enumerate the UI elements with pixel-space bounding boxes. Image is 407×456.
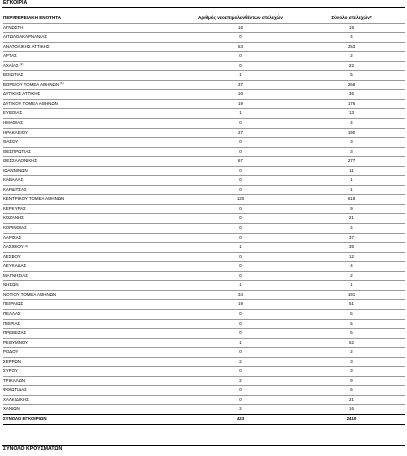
total-strains-cell: 4 xyxy=(298,119,405,129)
table-row xyxy=(3,271,405,281)
region-name: ΤΡΙΚΑΛΩΝ xyxy=(3,377,26,383)
new-strains-cell: 1 xyxy=(183,281,298,291)
new-strains-cell: 0 xyxy=(183,233,298,243)
region-name: ΡΟΔΟΥ xyxy=(3,349,19,355)
new-strains-cell: 0 xyxy=(183,367,298,377)
region-name: ΑΡΤΑΣ xyxy=(3,53,17,59)
table-row xyxy=(3,224,405,234)
table-row xyxy=(3,252,405,262)
total-strains-cell: 191 xyxy=(298,290,405,300)
new-strains-cell: 0 xyxy=(183,138,298,148)
total-strains-cell: 253 xyxy=(298,42,405,52)
region-name-cell xyxy=(3,405,183,415)
total-strains-cell: 3 xyxy=(298,357,405,367)
total-strains-cell: 35 xyxy=(298,90,405,100)
region-name-cell xyxy=(3,33,183,43)
region-name: ΛΕΣΒΟΥ xyxy=(3,253,21,259)
region-name-cell xyxy=(3,166,183,176)
footnote-marker: (1) xyxy=(24,243,29,248)
region-name: ΒΟΡΕΙΟΥ ΤΟΜΕΑ ΑΘΗΝΩΝ xyxy=(3,81,59,87)
table-row xyxy=(3,195,405,205)
region-name-cell xyxy=(3,157,183,167)
table-row xyxy=(3,281,405,291)
table-row xyxy=(3,319,405,329)
table-row xyxy=(3,138,405,148)
new-strains-cell: 0 xyxy=(183,214,298,224)
new-strains-cell: 0 xyxy=(183,52,298,62)
total-strains-cell: 5 xyxy=(298,319,405,329)
region-name-cell xyxy=(3,71,183,81)
total-strains-cell: 3 xyxy=(298,138,405,148)
total-strains-cell: 2 xyxy=(298,348,405,358)
total-strains-cell: 618 xyxy=(298,195,405,205)
region-name: ΚΑΡΔΙΤΣΑΣ xyxy=(3,186,27,192)
table-row xyxy=(3,290,405,300)
region-name: ΑΝΑΤΟΛΙΚΗΣ ΑΤΤΙΚΗΣ xyxy=(3,43,50,49)
total-strains-cell: 1 xyxy=(298,281,405,291)
table-row xyxy=(3,80,405,90)
total-strains-cell: 2 xyxy=(298,271,405,281)
total-strains-cell: 2 xyxy=(298,52,405,62)
new-strains-cell: 0 xyxy=(183,119,298,129)
table-row xyxy=(3,204,405,214)
total-strains-cell: 16 xyxy=(298,405,405,415)
header-new-strains: Αριθμός νεοεπιμολυνθέντων στελεχών xyxy=(198,15,283,20)
region-name-cell xyxy=(3,367,183,377)
region-name: ΔΥΤΙΚΟΥ ΤΟΜΕΑ ΑΘΗΝΩΝ xyxy=(3,100,58,106)
region-name: ΣΕΡΡΩΝ xyxy=(3,358,21,364)
table-row xyxy=(3,23,405,33)
region-name: ΜΑΓΝΗΣΙΑΣ xyxy=(3,272,28,278)
new-strains-cell: 0 xyxy=(183,309,298,319)
new-strains-cell: 1 xyxy=(183,243,298,253)
region-name: ΦΘΙΩΤΙΔΑΣ xyxy=(3,387,27,393)
region-name: ΛΑΣΙΘΙΟΥ xyxy=(3,244,24,250)
table-row xyxy=(3,357,405,367)
total-strains-cell: 3 xyxy=(298,147,405,157)
region-name-cell xyxy=(3,357,183,367)
region-name-cell xyxy=(3,90,183,100)
region-name: ΙΩΑΝΝΙΝΩΝ xyxy=(3,167,28,173)
region-name-cell xyxy=(3,348,183,358)
total-sum-cell: 2410 xyxy=(298,414,405,424)
total-strains-cell: 4 xyxy=(298,33,405,43)
total-strains-cell: 9 xyxy=(298,204,405,214)
region-name: ΒΟΙΩΤΙΑΣ xyxy=(3,72,24,78)
table-row xyxy=(3,166,405,176)
new-strains-cell: 2 xyxy=(183,405,298,415)
new-strains-cell: 0 xyxy=(183,176,298,186)
table-row xyxy=(3,376,405,386)
region-name-cell xyxy=(3,138,183,148)
table-row xyxy=(3,61,405,71)
table-row xyxy=(3,71,405,81)
region-name-cell xyxy=(3,386,183,396)
total-strains-cell: 3 xyxy=(298,367,405,377)
region-name: ΛΑΡΙΣΑΣ xyxy=(3,234,22,240)
region-name: ΘΕΣΣΑΛΟΝΙΚΗΣ xyxy=(3,158,38,164)
total-strains-cell: 13 xyxy=(298,109,405,119)
total-strains-cell: 6 xyxy=(298,386,405,396)
region-name-cell xyxy=(3,376,183,386)
new-strains-cell: 0 xyxy=(183,395,298,405)
table-row xyxy=(3,33,405,43)
region-name: ΗΡΑΚΛΕΙΟΥ xyxy=(3,129,28,135)
region-name-cell xyxy=(3,290,183,300)
region-name-cell xyxy=(3,338,183,348)
table-header-row xyxy=(3,14,405,23)
table-row xyxy=(3,119,405,129)
total-strains-cell: 5 xyxy=(298,309,405,319)
region-name: ΣΥΡΟΥ xyxy=(3,368,18,374)
table-row xyxy=(3,233,405,243)
new-strains-cell: 2 xyxy=(183,357,298,367)
table-row xyxy=(3,300,405,310)
new-strains-cell: 1 xyxy=(183,71,298,81)
table-body xyxy=(3,23,405,424)
table-row xyxy=(3,185,405,195)
region-name-cell xyxy=(3,80,183,90)
total-strains-cell: 9 xyxy=(298,376,405,386)
region-name: ΚΟΖΑΝΗΣ xyxy=(3,215,24,221)
new-strains-cell: 0 xyxy=(183,185,298,195)
region-name-cell xyxy=(3,128,183,138)
region-name: ΘΕΣΠΡΩΤΙΑΣ xyxy=(3,148,31,154)
total-strains-cell: 19 xyxy=(298,23,405,33)
new-strains-cell: 19 xyxy=(183,99,298,109)
region-name: ΚΑΒΑΛΑΣ xyxy=(3,177,24,183)
total-strains-cell: 190 xyxy=(298,128,405,138)
total-strains-cell: 22 xyxy=(298,61,405,71)
region-name: ΕΥΒΟΙΑΣ xyxy=(3,110,23,116)
region-name-cell xyxy=(3,52,183,62)
total-strains-cell: 21 xyxy=(298,395,405,405)
region-name: ΑΙΤΩΛΟΑΚΑΡΝΑΝΙΑΣ xyxy=(3,34,48,40)
table-row xyxy=(3,109,405,119)
total-label-cell: ΣΥΝΟΛΟ ΕΓΚΟΙΡΙΩΝ xyxy=(3,414,183,424)
region-name-cell xyxy=(3,119,183,129)
total-strains-cell: 4 xyxy=(298,224,405,234)
table-row xyxy=(3,147,405,157)
variants-table xyxy=(3,14,405,425)
new-strains-cell: 0 xyxy=(183,262,298,272)
new-strains-cell: 0 xyxy=(183,271,298,281)
new-strains-cell: 2 xyxy=(183,376,298,386)
new-strains-cell: 16 xyxy=(183,23,298,33)
table-row xyxy=(3,214,405,224)
new-strains-cell: 0 xyxy=(183,348,298,358)
new-strains-cell: 0 xyxy=(183,224,298,234)
region-name: ΑΓΝΩΣΤΗ xyxy=(3,24,24,30)
region-name-cell xyxy=(3,233,183,243)
table-row xyxy=(3,243,405,253)
region-name: ΚΕΡΚΥΡΑΣ xyxy=(3,205,26,211)
region-name-cell xyxy=(3,204,183,214)
total-strains-cell: 21 xyxy=(298,214,405,224)
total-row xyxy=(3,414,405,424)
footnote-marker: (1) xyxy=(19,62,24,67)
table-row xyxy=(3,90,405,100)
region-name: ΚΕΝΤΡΙΚΟΥ ΤΟΜΕΑ ΑΘΗΝΩΝ xyxy=(3,196,65,202)
new-strains-cell: 34 xyxy=(183,290,298,300)
new-strains-cell: 0 xyxy=(183,204,298,214)
header-total-strains: Σύνολο στελεχών* xyxy=(331,15,372,20)
table-row xyxy=(3,367,405,377)
total-strains-cell: 268 xyxy=(298,80,405,90)
region-name-cell xyxy=(3,243,183,253)
table-row xyxy=(3,395,405,405)
region-name: ΧΑΝΙΩΝ xyxy=(3,406,20,412)
table-row xyxy=(3,386,405,396)
region-name-cell xyxy=(3,147,183,157)
region-name-cell xyxy=(3,109,183,119)
region-name: ΠΡΕΒΕΖΑΣ xyxy=(3,330,27,336)
table-row xyxy=(3,176,405,186)
table-row xyxy=(3,338,405,348)
table-row xyxy=(3,262,405,272)
region-name-cell xyxy=(3,329,183,339)
table-row xyxy=(3,42,405,52)
footnote-marker: (1) xyxy=(60,81,64,86)
table-row xyxy=(3,309,405,319)
region-name-cell xyxy=(3,224,183,234)
region-name-cell xyxy=(3,300,183,310)
new-strains-cell: 0 xyxy=(183,329,298,339)
region-name-cell xyxy=(3,185,183,195)
region-name-cell xyxy=(3,281,183,291)
total-strains-cell: 4 xyxy=(298,262,405,272)
table-row xyxy=(3,157,405,167)
table-row xyxy=(3,52,405,62)
region-name: ΝΟΤΙΟΥ ΤΟΜΕΑ ΑΘΗΝΩΝ xyxy=(3,291,57,297)
header-region: ΠΕΡΙΦΕΡΕΙΑΚΗ ΕΝΟΤΗΤΑ xyxy=(3,15,62,20)
new-strains-cell: 10 xyxy=(183,90,298,100)
region-name: ΚΟΡΙΝΘΙΑΣ xyxy=(3,225,27,231)
new-strains-cell: 19 xyxy=(183,300,298,310)
table-row xyxy=(3,128,405,138)
total-strains-cell: 37 xyxy=(298,233,405,243)
region-name-cell xyxy=(3,42,183,52)
new-strains-cell: 37 xyxy=(183,80,298,90)
region-name-cell xyxy=(3,195,183,205)
section-title-top: ΕΓΚΟΙΡΙΑ xyxy=(3,0,28,6)
total-strains-cell: 5 xyxy=(298,329,405,339)
new-strains-cell: 0 xyxy=(183,147,298,157)
region-name-cell xyxy=(3,271,183,281)
region-name-cell xyxy=(3,395,183,405)
region-name: ΡΕΘΥΜΝΟΥ xyxy=(3,339,29,345)
total-new-cell: 423 xyxy=(183,414,298,424)
region-name: ΠΙΕΡΙΑΣ xyxy=(3,320,21,326)
new-strains-cell: 0 xyxy=(183,33,298,43)
total-strains-cell: 1 xyxy=(298,185,405,195)
new-strains-cell: 0 xyxy=(183,166,298,176)
region-name: ΗΜΑΘΙΑΣ xyxy=(3,120,23,126)
total-strains-cell: 12 xyxy=(298,252,405,262)
region-name: ΔΥΤΙΚΗΣ ΑΤΤΙΚΗΣ xyxy=(3,91,41,97)
region-name: ΛΕΥΚΑΔΑΣ xyxy=(3,263,27,269)
total-strains-cell: 62 xyxy=(298,338,405,348)
new-strains-cell: 1 xyxy=(183,338,298,348)
total-strains-cell: 5 xyxy=(298,71,405,81)
top-divider xyxy=(2,7,405,8)
table-row xyxy=(3,329,405,339)
total-strains-cell: 176 xyxy=(298,99,405,109)
region-name-cell xyxy=(3,309,183,319)
new-strains-cell: 27 xyxy=(183,128,298,138)
table-row xyxy=(3,405,405,415)
table-row xyxy=(3,348,405,358)
region-name: ΝΗΣΩΝ xyxy=(3,282,19,288)
region-name-cell xyxy=(3,61,183,71)
region-name: ΘΑΣΟΥ xyxy=(3,139,19,145)
region-name-cell xyxy=(3,176,183,186)
total-strains-cell: 1 xyxy=(298,176,405,186)
new-strains-cell: 120 xyxy=(183,195,298,205)
region-name: ΠΕΙΡΑΙΩΣ xyxy=(3,301,24,307)
region-name-cell xyxy=(3,99,183,109)
new-strains-cell: 0 xyxy=(183,319,298,329)
total-strains-cell: 11 xyxy=(298,166,405,176)
total-strains-cell: 51 xyxy=(298,300,405,310)
bottom-divider xyxy=(2,445,405,446)
region-name-cell xyxy=(3,252,183,262)
region-name-cell xyxy=(3,262,183,272)
total-strains-cell: 277 xyxy=(298,157,405,167)
new-strains-cell: 1 xyxy=(183,109,298,119)
new-strains-cell: 0 xyxy=(183,61,298,71)
region-name-cell xyxy=(3,23,183,33)
region-name: ΑΧΑΪΑΣ xyxy=(3,62,19,68)
region-name-cell xyxy=(3,214,183,224)
region-name-cell xyxy=(3,319,183,329)
region-name: ΠΕΛΛΑΣ xyxy=(3,310,21,316)
new-strains-cell: 67 xyxy=(183,157,298,167)
section-title-bottom: ΣΥΝΟΛΟ ΚΡΟΥΣΜΑΤΩΝ xyxy=(3,446,63,452)
table-row xyxy=(3,99,405,109)
new-strains-cell: 0 xyxy=(183,386,298,396)
total-strains-cell: 35 xyxy=(298,243,405,253)
new-strains-cell: 63 xyxy=(183,42,298,52)
region-name: ΧΑΛΚΙΔΙΚΗΣ xyxy=(3,396,29,402)
new-strains-cell: 0 xyxy=(183,252,298,262)
